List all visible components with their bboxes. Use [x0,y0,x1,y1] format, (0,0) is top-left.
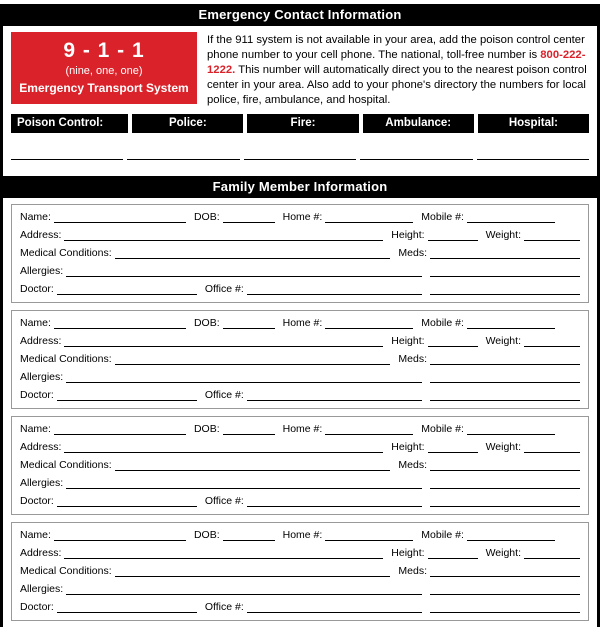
input-office-phone[interactable] [247,495,422,507]
input-home-phone[interactable] [325,423,413,435]
row-medical [20,565,580,577]
row-allergies [20,583,580,595]
call-911-box [11,32,197,104]
label-office: Office #: [204,600,244,613]
label-dob: DOB: [193,316,220,329]
section-header-family: Family Member Information [3,176,597,198]
row-doctor [20,389,580,401]
input-meds[interactable] [430,459,580,471]
family-member-card [11,416,589,515]
family-member-card [11,204,589,303]
input-office-phone[interactable] [247,601,422,613]
label-mobile: Mobile #: [421,210,464,223]
label-address: Address: [20,334,62,347]
input-name[interactable] [54,423,186,435]
input-medical-conditions[interactable] [115,565,391,577]
input-weight[interactable] [524,547,580,559]
input-home-phone[interactable] [325,317,413,329]
row-name [20,529,580,541]
input-allergies[interactable] [66,583,422,595]
label-doctor: Doctor: [20,494,54,507]
input-allergies-2[interactable] [430,477,580,489]
input-office-extra[interactable] [430,601,580,613]
label-name: Name: [20,528,51,541]
label-height: Height: [391,546,425,559]
label-dob: DOB: [193,210,220,223]
input-height[interactable] [428,441,478,453]
label-meds: Meds: [398,458,427,471]
input-mobile-phone[interactable] [467,529,555,541]
label-doctor: Doctor: [20,282,54,295]
contact-input-police[interactable] [127,147,239,160]
input-name[interactable] [54,211,186,223]
label-weight: Weight: [485,228,521,241]
family-member-card [11,310,589,409]
label-height: Height: [391,228,425,241]
label-allergies: Allergies: [20,476,64,489]
label-allergies: Allergies: [20,264,64,277]
input-address[interactable] [64,335,383,347]
row-address [20,335,580,347]
row-medical [20,247,580,259]
input-name[interactable] [54,317,186,329]
contact-header-strip [3,110,597,133]
label-medical-conditions: Medical Conditions: [20,246,112,259]
emergency-info-row [3,26,597,110]
label-meds: Meds: [398,246,427,259]
poison-control-number: 800-222-1222. [207,49,586,77]
label-mobile: Mobile #: [421,528,464,541]
call-911-spelled: (nine, one, one) [65,65,143,78]
label-height: Height: [391,334,425,347]
emergency-instructions-part1: If the 911 system is not available in your area, add the poison control center phone number to your cell phone. The national, toll-free number is [207,34,585,62]
label-meds: Meds: [398,352,427,365]
contact-header-police: Police: [132,114,243,133]
input-meds[interactable] [430,247,580,259]
input-weight[interactable] [524,441,580,453]
row-allergies [20,371,580,383]
label-mobile: Mobile #: [421,422,464,435]
row-name [20,423,580,435]
input-weight[interactable] [524,229,580,241]
input-doctor[interactable] [57,389,197,401]
input-height[interactable] [428,547,478,559]
label-name: Name: [20,210,51,223]
row-allergies [20,477,580,489]
input-allergies[interactable] [66,265,422,277]
row-address [20,547,580,559]
label-weight: Weight: [485,440,521,453]
input-office-extra[interactable] [430,389,580,401]
label-home: Home #: [282,316,323,329]
input-height[interactable] [428,335,478,347]
section-header-emergency: Emergency Contact Information [3,4,597,26]
input-office-phone[interactable] [247,283,422,295]
input-dob[interactable] [223,317,275,329]
row-allergies [20,265,580,277]
label-home: Home #: [282,210,323,223]
input-doctor[interactable] [57,601,197,613]
row-name [20,317,580,329]
label-doctor: Doctor: [20,600,54,613]
family-cards-container [3,198,597,621]
input-medical-conditions[interactable] [115,247,391,259]
input-dob[interactable] [223,529,275,541]
input-home-phone[interactable] [325,529,413,541]
input-mobile-phone[interactable] [467,423,555,435]
input-mobile-phone[interactable] [467,317,555,329]
label-allergies: Allergies: [20,370,64,383]
input-doctor[interactable] [57,495,197,507]
input-allergies[interactable] [66,371,422,383]
input-dob[interactable] [223,211,275,223]
contact-header-ambulance: Ambulance: [363,114,474,133]
input-allergies-2[interactable] [430,371,580,383]
label-medical-conditions: Medical Conditions: [20,564,112,577]
label-medical-conditions: Medical Conditions: [20,458,112,471]
input-address[interactable] [64,441,383,453]
label-address: Address: [20,546,62,559]
label-height: Height: [391,440,425,453]
contact-header-hospital: Hospital: [478,114,589,133]
emergency-instructions-part2: This number will automatically direct you to the nearest poison control center in your area. Also add to your phone's directory the numbers for local police, fire, ambulance, and hospital. [207,64,587,107]
contact-input-ambulance[interactable] [360,147,472,160]
row-doctor [20,283,580,295]
input-medical-conditions[interactable] [115,459,391,471]
input-height[interactable] [428,229,478,241]
label-meds: Meds: [398,564,427,577]
input-allergies-2[interactable] [430,265,580,277]
row-doctor [20,601,580,613]
label-office: Office #: [204,494,244,507]
emergency-transport-system-label: Emergency Transport System [19,81,189,96]
family-member-card [11,522,589,621]
label-home: Home #: [282,422,323,435]
row-address [20,229,580,241]
label-allergies: Allergies: [20,582,64,595]
label-name: Name: [20,316,51,329]
row-address [20,441,580,453]
row-doctor [20,495,580,507]
input-meds[interactable] [430,353,580,365]
row-medical [20,459,580,471]
contact-input-poison-control[interactable] [11,147,123,160]
contact-input-fire[interactable] [244,147,356,160]
emergency-instructions [207,32,589,108]
input-office-phone[interactable] [247,389,422,401]
input-address[interactable] [64,229,383,241]
label-dob: DOB: [193,528,220,541]
input-office-extra[interactable] [430,283,580,295]
call-911-number: 9 - 1 - 1 [63,39,145,62]
label-weight: Weight: [485,546,521,559]
input-address[interactable] [64,547,383,559]
input-doctor[interactable] [57,283,197,295]
input-medical-conditions[interactable] [115,353,391,365]
label-name: Name: [20,422,51,435]
input-weight[interactable] [524,335,580,347]
input-allergies-2[interactable] [430,583,580,595]
label-address: Address: [20,440,62,453]
contact-fill-lines [3,133,597,160]
label-office: Office #: [204,282,244,295]
label-mobile: Mobile #: [421,316,464,329]
label-medical-conditions: Medical Conditions: [20,352,112,365]
label-weight: Weight: [485,334,521,347]
input-dob[interactable] [223,423,275,435]
row-medical [20,353,580,365]
label-home: Home #: [282,528,323,541]
row-name [20,211,580,223]
contact-input-hospital[interactable] [477,147,589,160]
label-office: Office #: [204,388,244,401]
input-allergies[interactable] [66,477,422,489]
input-meds[interactable] [430,565,580,577]
input-mobile-phone[interactable] [467,211,555,223]
label-doctor: Doctor: [20,388,54,401]
label-address: Address: [20,228,62,241]
document-page [0,4,600,627]
contact-header-fire: Fire: [247,114,358,133]
input-home-phone[interactable] [325,211,413,223]
contact-header-poison-control: Poison Control: [11,114,128,133]
input-name[interactable] [54,529,186,541]
label-dob: DOB: [193,422,220,435]
input-office-extra[interactable] [430,495,580,507]
